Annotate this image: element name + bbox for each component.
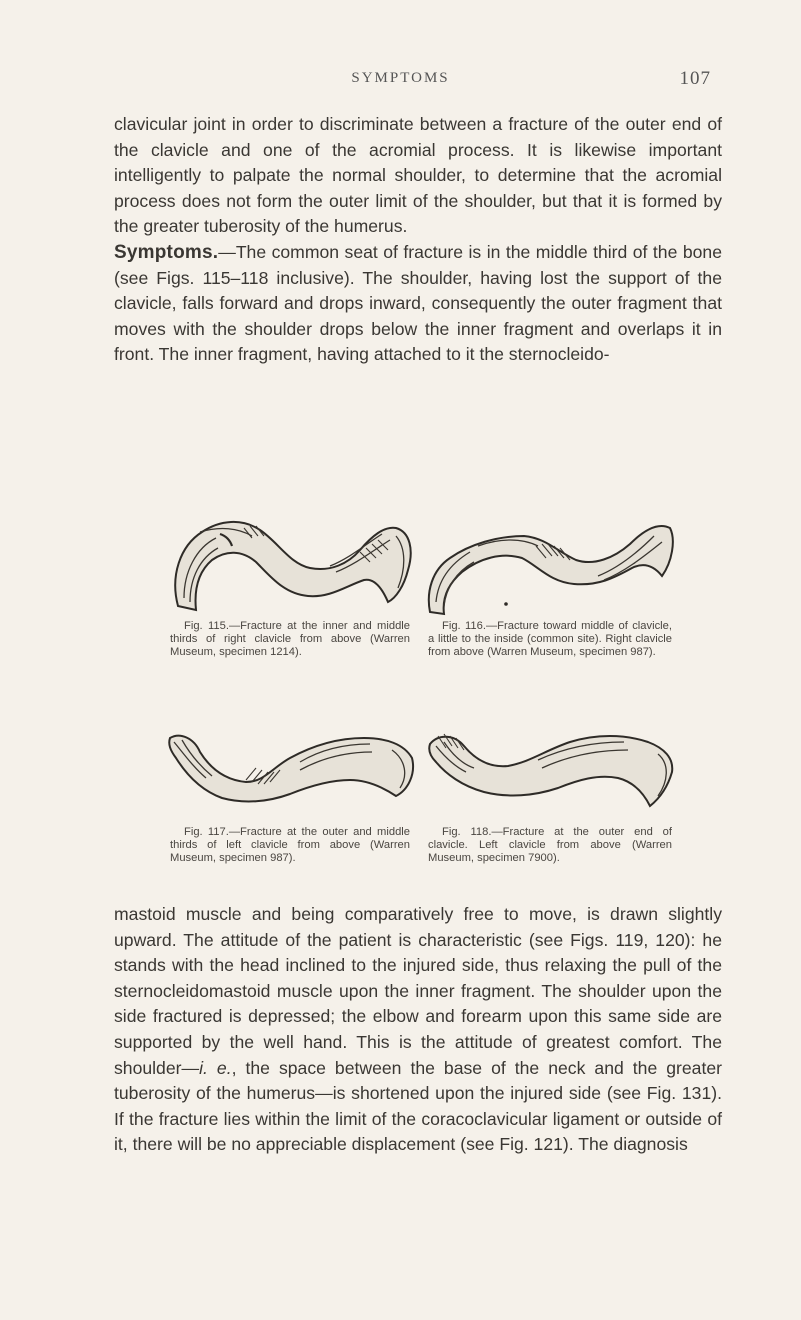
section-heading: Symptoms. — [114, 242, 219, 263]
figure-115-caption: Fig. 115.—Fracture at the inner and middle thirds of right clavicle from above (Warren Museum, specimen 1214). — [170, 620, 410, 658]
paragraph-2-text: —The common seat of fracture is in the middle third of the bone (see Figs. 115–118 inclusive). The shoulder, having lost the support of the clavicle, falls forward and drops inward, consequently the outer fragment that moves with the shoulder drops below the inner fragment and overlaps it in front. The inner fragment, having attached to it the sternocleido- — [114, 242, 722, 365]
figure-116-caption: Fig. 116.—Fracture toward middle of clavicle, a little to the inside (common site). Right clavicle from above (Warren Museum, specimen 987). — [428, 620, 672, 658]
paragraph-3-text-a: mastoid muscle and being comparatively free to move, is drawn slightly upward. The attitude of the patient is characteristic (see Figs. 119, 120): he stands with the head inclined to the injured side, thus relaxing the pull of the sternocleidomastoid muscle upon the inner fragment. The shoulder upon the side fractured is depressed; the elbow and forearm upon this same side are supported by the well hand. This is the attitude of greatest comfort. The shoulder— — [114, 904, 722, 1078]
paragraph-3-text-b: , the space between the base of the neck and the greater tuberosity of the humerus—is shortened upon the injured side (see Fig. 131). If the fracture lies within the limit of the coracoclavicular ligament or outside of it, there will be no appreciable displacement (see Fig. 121). The diagnosis — [114, 1057, 722, 1155]
figure-118-caption: Fig. 118.—Fracture at the outer end of clavicle. Left clavicle from above (Warren Museum, specimen 7900). — [428, 826, 672, 864]
paragraph-1-text: clavicular joint in order to discriminate between a fracture of the outer end of the clavicle and one of the acromial process. It is likewise important intelligently to palpate the normal shoulder, to determine that the acromial process does not form the outer limit of the shoulder, but that it is formed by the greater tuberosity of the humerus. — [114, 114, 722, 237]
figure-115-illustration — [160, 506, 420, 618]
figure-118-illustration — [418, 724, 678, 816]
abbreviation-ie: i. e. — [199, 1057, 232, 1078]
figure-117-caption: Fig. 117.—Fracture at the outer and middle thirds of left clavicle from above (Warren Museum, specimen 987). — [170, 826, 410, 864]
paragraph-1 — [114, 112, 722, 240]
figure-117-illustration — [160, 724, 420, 816]
running-head: SYMPTOMS — [351, 70, 450, 86]
paragraph-3 — [114, 902, 722, 1158]
figure-116-illustration — [418, 506, 678, 618]
page-header — [0, 70, 801, 98]
paragraph-symptoms — [114, 240, 722, 368]
page-number: 107 — [679, 68, 711, 89]
